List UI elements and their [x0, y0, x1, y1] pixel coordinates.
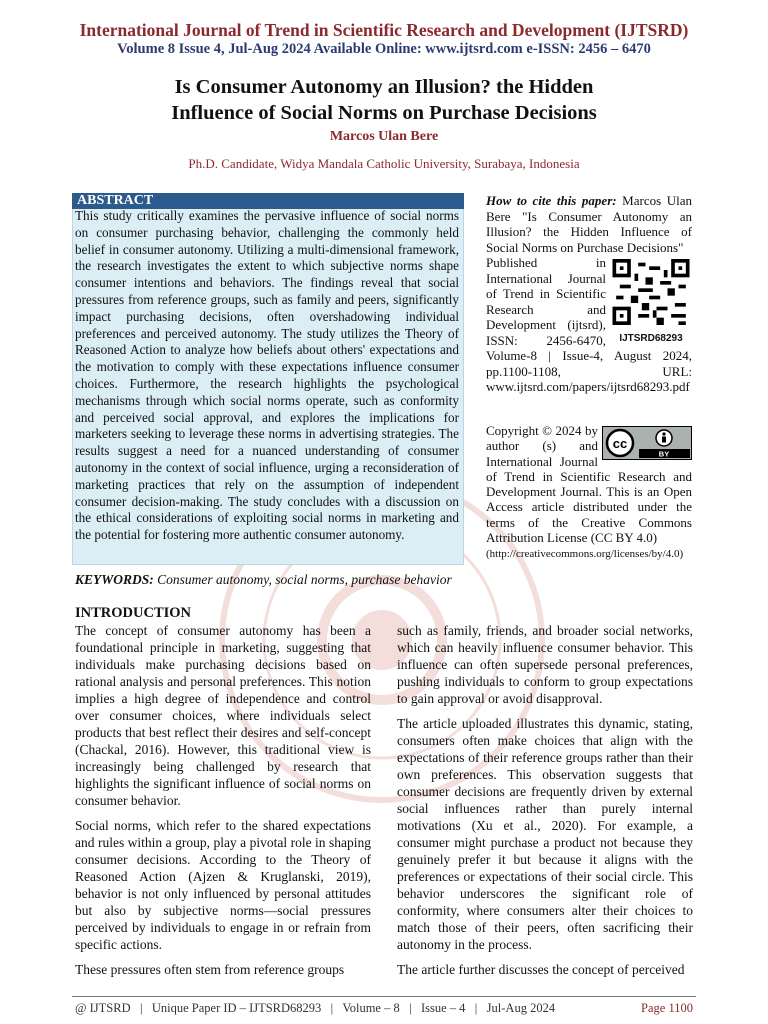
journal-title: International Journal of Trend in Scientific Research and Development (IJTSRD) — [79, 20, 689, 40]
qr-id-label: IJTSRD68293 — [619, 332, 683, 344]
body-column-right — [397, 622, 693, 986]
copyright-block — [486, 423, 692, 563]
keywords-label: KEYWORDS: — [75, 572, 154, 587]
abstract-text: This study critically examines the pervasive influence of social norms on consumer purchasing behavior, challenging the commonly held belief in consumer autonomy. Utilizing a multi-dimensional framework, the research investigates the extent to which subjective norms shape consumer intentions and behaviors. The findings reveal that social pressures from reference groups, such as family and peers, significantly impact purchasing decisions, often overshadowing individual preferences and perceived autonomy. The study utilizes the Theory of Reasoned Action to analyze how beliefs about others' expectations and the motivation to comply with these expectations influence consumer choices. Furthermore, the research highlights the psychological mechanisms through which social norms operate, such as conformity and perceived social approval, and explores the implications for marketers seeking to leverage these norms in advertising strategies. The results suggest a need for a nuanced understanding of consumer autonomy in the context of social influence, urging a reconsideration of marketing practices that rely on the assumption of independent consumer decision-making. The study concludes with a discussion on the ethical considerations of exploiting social norms in marketing and the potential for fostering more authentic consumer autonomy. — [75, 208, 459, 543]
paragraph: The article uploaded illustrates this dynamic, stating, consumers often make choices that align with the expectations of their reference groups rather than their own preferences. This observation suggests that consumer decisions are frequently driven by external social influences rather than purely internal motivations (Xu et al., 2020). For example, a consumer might purchase a product not because they genuinely prefer it but because it aligns with the preferences or expectations of their social circle. This behavior underscores the significant role of conformity, where consumers alter their choices to match those of their peers, often sacrificing their autonomy in the process. — [397, 716, 693, 952]
keywords — [75, 572, 695, 588]
cc-badge-label: cc — [612, 436, 628, 451]
copyright-text: Copyright © 2024 by author (s) and International Journal of Trend in Scientific Research and Development Journal. This is an Open Access article distributed under the terms of the Creative Commons Attribution License (CC BY 4.0) — [486, 423, 692, 546]
citation-wrap — [486, 255, 692, 395]
cc-by-license-badge[interactable] — [602, 426, 692, 460]
introduction-heading: INTRODUCTION — [75, 605, 192, 621]
paper-title — [84, 74, 684, 126]
paper-title-line1: Is Consumer Autonomy an Illusion? the Hidden — [174, 76, 594, 98]
paragraph: The article further discusses the concept of perceived — [397, 962, 685, 977]
author-name: Marcos Ulan Bere — [329, 129, 439, 144]
abstract-heading: ABSTRACT — [72, 193, 464, 209]
cc-by-icon — [603, 427, 691, 459]
citation-label: How to cite this paper: — [486, 193, 617, 208]
keywords-text: Consumer autonomy, social norms, purchase behavior — [157, 572, 452, 587]
journal-volume-line: Volume 8 Issue 4, Jul-Aug 2024 Available Online: www.ijtsrd.com e-ISSN: 2456 – 6470 — [117, 41, 651, 57]
paragraph: such as family, friends, and broader social networks, which can heavily influence consumer behavior. This influence can often supersede personal preferences, pushing individuals to conform to group expectations to gain approval or avoid disapproval. — [397, 623, 693, 706]
paper-title-line2: Influence of Social Norms on Purchase Decisions — [171, 102, 597, 124]
qr-code[interactable] — [610, 259, 692, 344]
paragraph: These pressures often stem from reference groups — [75, 962, 345, 977]
author-affiliation: Ph.D. Candidate, Widya Mandala Catholic University, Surabaya, Indonesia — [188, 156, 580, 171]
footer-info: @ IJTSRD | Unique Paper ID – IJTSRD68293 | Volume – 8 | Issue – 4 | Jul-Aug 2024 — [75, 1001, 556, 1015]
paragraph: Social norms, which refer to the shared expectations and rules within a group, play a pivotal role in shaping consumer decisions. According to the Theory of Reasoned Action (Ajzen & Kruglanski, 2019), behavior is not only influenced by personal attitudes but also by subjective norms—social pressures perceived by individuals to engage in or refrain from specific actions. — [75, 818, 371, 952]
paragraph: The concept of consumer autonomy has been a foundational principle in marketing, suggesting that individuals make purchasing decisions based on rational analysis and personal preferences. This notion implies a high degree of independence and control over consumer choices, where individuals select products that best reflect their desires and self-concept (Chackal, 2016). However, this traditional view is increasingly being challenged by research that highlights the significant influence of social norms on consumer behavior. — [75, 623, 371, 808]
citation-block — [486, 193, 692, 395]
body-column-left — [75, 622, 371, 986]
citation-top — [486, 193, 692, 255]
page-number: Page 1100 — [641, 1001, 693, 1015]
citation-wrap-text: Published in International Journal of Trend in Scientific Research and Development (ijtsrd), ISSN: 2456-6470, Volume-8 | Issue-4, August 2024, pp.1100-1108, URL: www.ijtsrd.com/papers/ijtsrd68293.pdf — [486, 255, 692, 394]
qr-code-icon — [612, 259, 690, 325]
citation-top-text: Marcos Ulan Bere "Is Consumer Autonomy an Illusion? the Hidden Influence of Social Norms on Purchase Decisions" — [486, 193, 692, 255]
footer-divider — [72, 996, 696, 997]
by-badge-label: BY — [658, 449, 670, 459]
license-url[interactable]: (http://creativecommons.org/licenses/by/4.0) — [486, 548, 684, 561]
